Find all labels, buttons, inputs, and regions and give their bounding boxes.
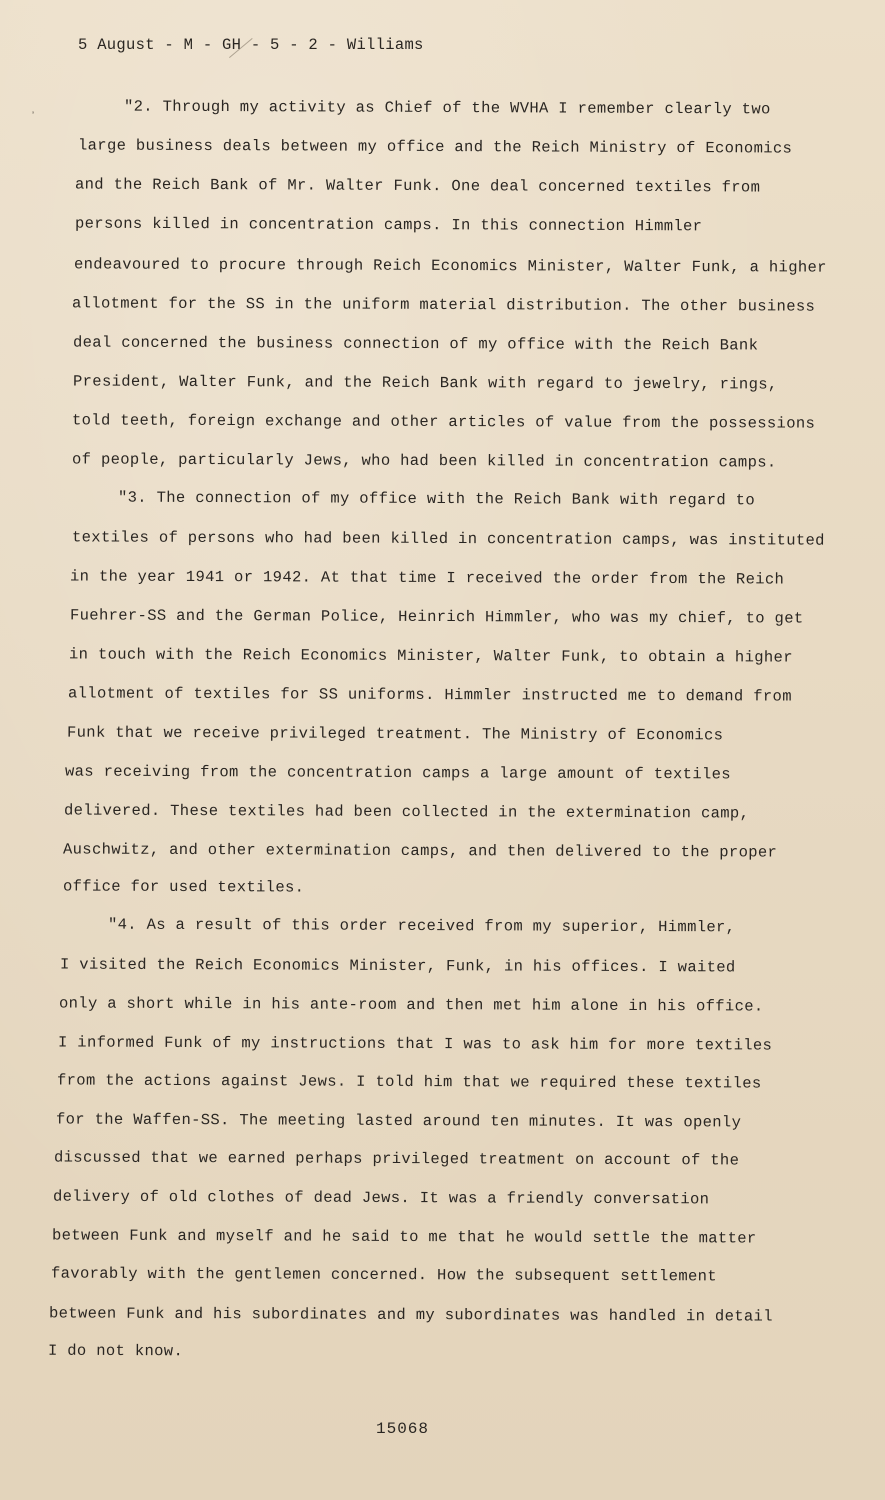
text-line: deal concerned the business connection of my office with the Reich Bank: [72, 333, 759, 355]
text-line: office for used textiles.: [62, 877, 305, 897]
document-header: 5 August - M - GH - 5 - 2 - Williams: [78, 36, 424, 54]
text-line: delivered. These textiles had been collected in the extermination camp,: [63, 801, 750, 823]
text-line: was receiving from the concentration camps a large amount of textiles: [64, 762, 732, 784]
text-line: told teeth, foreign exchange and other articles of value from the possessions: [71, 411, 816, 433]
text-line: in the year 1941 or 1942. At that time I received the order from the Reich: [69, 567, 785, 589]
text-line: discussed that we earned perhaps privileged treatment on account of the: [53, 1148, 740, 1170]
text-line: endeavoured to procure through Reich Economics Minister, Walter Funk, a higher: [73, 255, 827, 277]
text-line: large business deals between my office and the Reich Ministry of Economics: [77, 136, 793, 158]
text-line: Fuehrer-SS and the German Police, Heinrich Himmler, who was my chief, to get: [69, 606, 804, 628]
text-line: Auschwitz, and other extermination camps, and then delivered to the proper: [62, 840, 778, 862]
text-line: and the Reich Bank of Mr. Walter Funk. One deal concerned textiles from: [74, 175, 761, 197]
text-line: "4. As a result of this order received from my superior, Himmler,: [107, 915, 736, 937]
text-line: "3. The connection of my office with the Reich Bank with regard to: [117, 488, 756, 510]
text-line: textiles of persons who had been killed in concentration camps, was instituted: [71, 528, 825, 550]
text-line: of people, particularly Jews, who had been killed in concentration camps.: [71, 450, 777, 472]
text-line: only a short while in his ante-room and then met him alone in his office.: [58, 994, 764, 1016]
text-line: President, Walter Funk, and the Reich Bank with regard to jewelry, rings,: [72, 372, 778, 394]
text-line: I visited the Reich Economics Minister, Funk, in his offices. I waited: [59, 955, 736, 977]
text-line: for the Waffen-SS. The meeting lasted around ten minutes. It was openly: [55, 1110, 742, 1132]
text-line: from the actions against Jews. I told him that we required these textiles: [56, 1071, 762, 1093]
margin-mark: ʼ: [30, 112, 37, 123]
text-line: I informed Funk of my instructions that I was to ask him for more textiles: [57, 1033, 773, 1055]
text-line: in touch with the Reich Economics Minister, Walter Funk, to obtain a higher: [68, 645, 793, 667]
text-line: allotment for the SS in the uniform material distribution. The other business: [71, 294, 816, 316]
text-line: persons killed in concentration camps. In this connection Himmler: [74, 214, 703, 236]
text-line: delivery of old clothes of dead Jews. It was a friendly conversation: [52, 1187, 710, 1209]
text-line: allotment of textiles for SS uniforms. Himmler instructed me to demand from: [67, 684, 792, 706]
text-line: I do not know.: [47, 1341, 184, 1361]
text-line: Funk that we receive privileged treatment. The Ministry of Economics: [66, 723, 724, 745]
text-line: favorably with the gentlemen concerned. How the subsequent settlement: [50, 1264, 718, 1286]
page-number: 15068: [376, 1420, 430, 1438]
text-line: "2. Through my activity as Chief of the WVHA I remember clearly two: [123, 97, 771, 119]
text-line: between Funk and myself and he said to me that he would settle the matter: [51, 1226, 757, 1248]
text-line: between Funk and his subordinates and my subordinates was handled in detail: [48, 1304, 773, 1326]
